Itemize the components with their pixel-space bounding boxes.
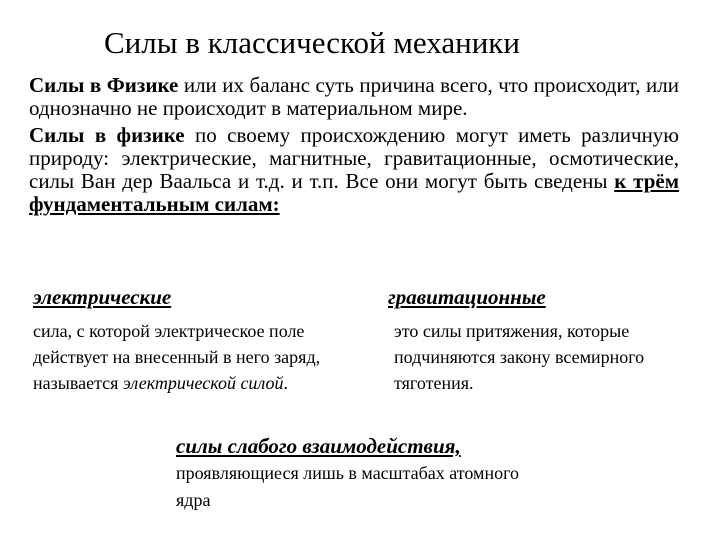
intro-text-1: или их баланс суть причина всего, что происходит, или однозначно не происходит в материальном мире. bbox=[29, 73, 679, 120]
electric-force-block bbox=[33, 284, 343, 396]
intro-emphasis-2: фундаментальным силам: bbox=[29, 192, 280, 216]
electric-term: электрической силой bbox=[122, 373, 284, 393]
gravity-force-block bbox=[388, 284, 708, 396]
intro-text-2: по своему происхождению могут иметь различную природу: электрические, магнитные, гравитационные, осмотические, силы Ван дер Ваальса и т.д. и т.п. Все они могут быть сведены bbox=[29, 123, 679, 193]
slide-title: Силы в классической механики bbox=[104, 25, 520, 60]
electric-heading: электрические bbox=[33, 285, 172, 309]
weak-force-block bbox=[176, 433, 536, 514]
intro-paragraph-2 bbox=[29, 124, 679, 216]
electric-body: сила, с которой электрическое поле действует на внесенный в него заряд, называется bbox=[33, 321, 321, 393]
gravity-heading: гравитационные bbox=[388, 285, 546, 309]
electric-description bbox=[33, 318, 343, 396]
intro-term-1: Силы в Физике bbox=[29, 73, 179, 97]
gravity-description: это силы притяжения, которые подчиняются закону всемирного тяготения. bbox=[394, 321, 645, 393]
electric-tail: . bbox=[283, 373, 288, 393]
intro-paragraph-1 bbox=[29, 74, 679, 120]
intro-term-2: Силы в физике bbox=[29, 123, 185, 147]
intro-text bbox=[29, 74, 679, 216]
weak-description: проявляющиеся лишь в масштабах атомного ядра bbox=[176, 463, 520, 510]
weak-heading: силы слабого взаимодействия, bbox=[176, 434, 461, 458]
intro-emphasis-1: к трём bbox=[614, 169, 679, 193]
